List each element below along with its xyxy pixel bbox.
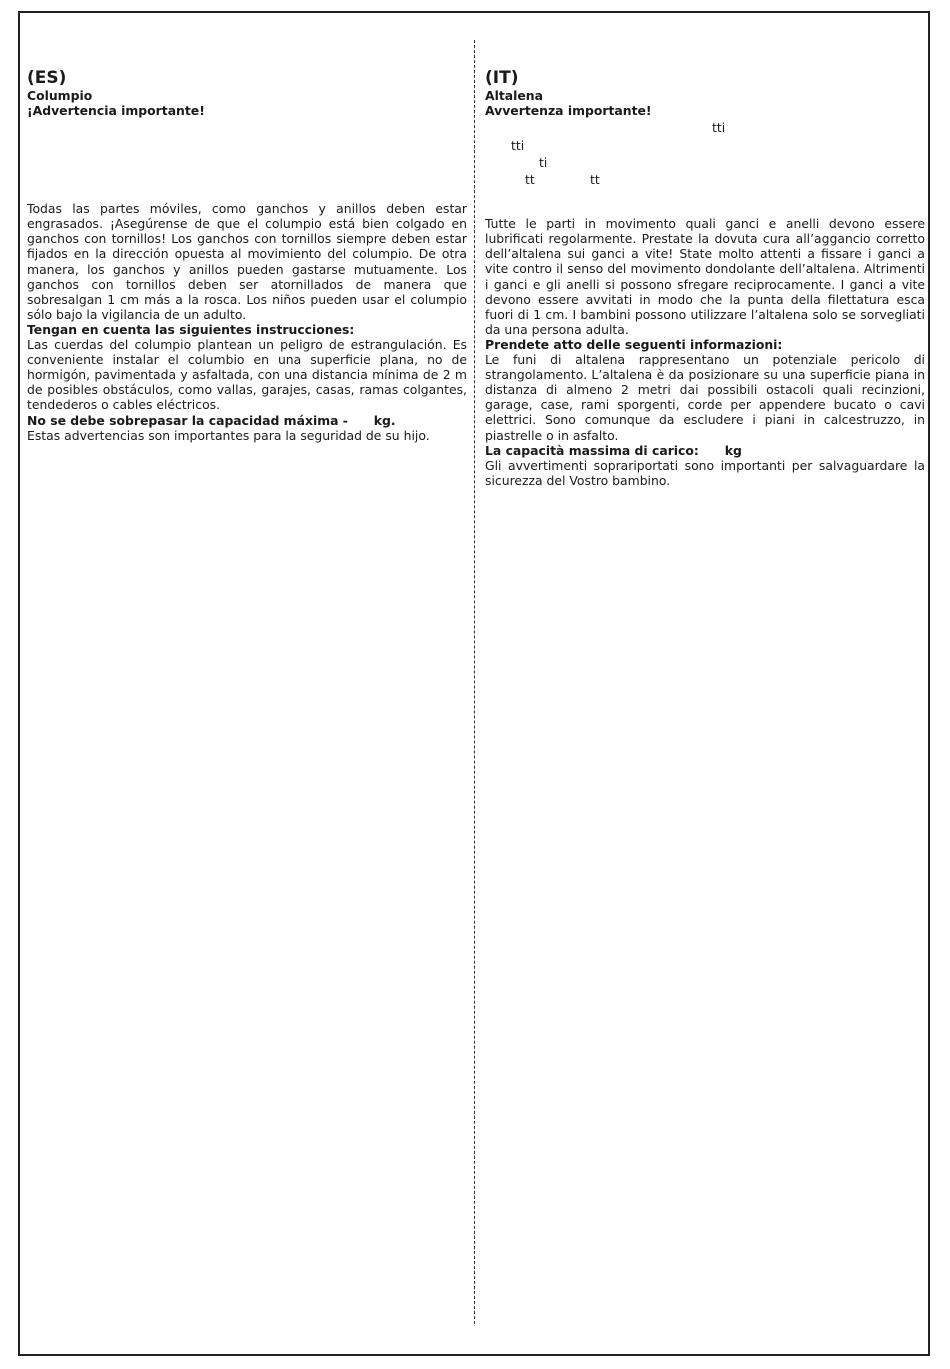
paragraph-es-1: Todas las partes móviles, como ganchos y anillos deben estar engrasados. ¡Asegúrense de que el columpio está bien colgado en ganchos con tornillos! Los ganchos con tornillos siempre deben estar fijados en la dirección opuesta al movimiento del columpio. De otra manera, los ganchos y anillos pueden gastarse mutuamente. Los ganchos con tornillos deben ser atornillados de manera que sobresalgan 1 cm más a la rosca. Los niños pueden usar el columpio sólo bajo la vigilancia de un adulto.: [27, 201, 467, 322]
ligature-fragment: tt: [525, 172, 535, 187]
capacity-title-it: La capacità massima di carico: kg: [485, 442, 742, 458]
ligature-fragment: ti: [539, 155, 548, 170]
paragraph-es-2: Las cuerdas del columpio plantean un peligro de estrangulación. Es conveniente instalar el columbio en una superficie plana, no de hormigón, pavimentada y asfaltada, con una distancia mínima de 2 m de posibles obstáculos, como vallas, garajes, casas, ramas colgantes, tendederos o cables eléctricos.: [27, 337, 467, 413]
instructions-title-it: Prendete atto delle seguenti informazioni:: [485, 336, 783, 352]
paragraph-it-1: Tutte le parti in movimento quali ganci e anelli devono essere lubrificati regolarmente. Prestate la dovuta cura all’aggancio corretto dell’altalena sui ganci a vite! State molto attenti a fissare i ganci a vite contro il senso del movimento dondolante dell’altalena. Altrimenti i ganci e gli anelli si possono sfregare reciprocamente. I ganci a vite devono essere avvitati in modo che la punta della filettatura esca fuori di 1 cm. I bambini possono utilizzare l’altalena solo se sorvegliati da una persona adulta.: [485, 216, 925, 337]
column-it: [485, 68, 925, 488]
warning-title-it: Avvertenza importante!: [485, 103, 652, 119]
paragraph-it-2: Le funi di altalena rappresentano un potenziale pericolo di strangolamento. L’altalena è da posizionare su una superficie piana in distanza di almeno 2 metri dai possibili ostacoli quali recinzioni, garage, case, rami sporgenti, corde per appendere bucato o cavi elettrici. Sono comunque da escludere i piani in calcestruzzo, in piastrelle o in asfalto.: [485, 352, 925, 443]
column-divider: [474, 40, 475, 1324]
closing-es: Estas advertencias son importantes para la seguridad de su hijo.: [27, 427, 430, 443]
instructions-title-es: Tengan en cuenta las siguientes instrucciones:: [27, 321, 355, 337]
capacity-title-es: No se debe sobrepasar la capacidad máxima - kg.: [27, 412, 396, 428]
ligature-fragment: tti: [712, 120, 726, 135]
column-es: [27, 68, 467, 443]
lang-code-es: (ES): [27, 68, 67, 88]
product-name-es: Columpio: [27, 88, 93, 103]
warning-title-es: ¡Advertencia importante!: [27, 103, 205, 119]
ligature-fragment: tti: [511, 138, 525, 153]
lang-code-it: (IT): [485, 68, 519, 88]
ligature-fragment: tt: [590, 172, 600, 187]
product-name-it: Altalena: [485, 88, 543, 103]
closing-it: Gli avvertimenti soprariportati sono importanti per salvaguardare la sicurezza del Vostro bambino.: [485, 457, 925, 488]
